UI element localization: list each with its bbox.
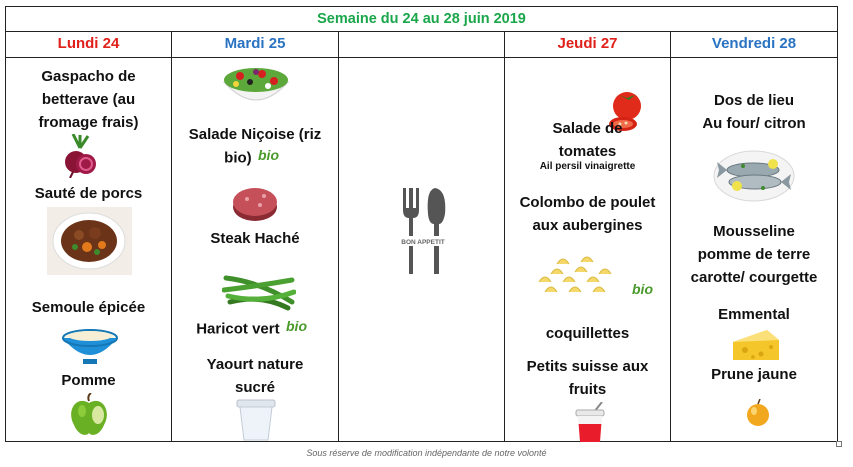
fish-plate-icon	[713, 148, 795, 202]
header-wednesday	[339, 31, 504, 58]
week-title: Semaine du 24 au 28 juin 2019	[6, 7, 837, 32]
svg-text:bio: bio	[285, 318, 307, 334]
header-thursday: Jeudi 27	[505, 31, 670, 58]
salad-bowl-icon	[220, 64, 292, 108]
bio-label-icon	[630, 280, 660, 303]
thursday-starter: Salade de tomates	[552, 120, 623, 160]
monday-cell	[6, 58, 171, 441]
thursday-side: coquillettes	[545, 325, 630, 342]
yellow-plum-icon	[745, 399, 771, 427]
friday-starter: Dos de lieu Au four/ citron	[702, 92, 806, 132]
svg-text:bio: bio	[632, 281, 653, 297]
thursday-dessert: Petits suisse aux fruits	[526, 358, 649, 398]
thursday-cell	[505, 58, 670, 441]
friday-cell	[671, 58, 837, 441]
bio-label-icon	[256, 146, 286, 171]
pork-stew-icon	[47, 207, 132, 275]
beetroot-icon	[61, 134, 99, 178]
thursday-main: Colombo de poulet aux aubergines	[519, 194, 656, 234]
monday-main: Sauté de porcs	[34, 185, 143, 202]
footer-note: Sous réserve de modification indépendante de notre volonté	[306, 448, 547, 458]
yogurt-icon	[235, 398, 277, 442]
green-beans-icon	[222, 268, 296, 314]
pasta-icon	[533, 252, 621, 300]
thursday-starter-note: Ail persil vinaigrette	[539, 161, 636, 172]
apple-icon	[68, 393, 110, 437]
tuesday-main: Steak Haché	[210, 230, 300, 247]
friday-main: Mousseline pomme de terre carotte/ courgette	[690, 223, 818, 286]
monday-side: Semoule épicée	[31, 299, 146, 316]
bio-label-icon	[284, 317, 314, 342]
fork-knife-icon	[397, 184, 449, 276]
header-monday: Lundi 24	[6, 31, 171, 58]
cheese-icon	[731, 328, 781, 364]
tuesday-side: Haricot vert bio	[172, 317, 338, 342]
table-resize-handle	[836, 441, 842, 447]
friday-cheese: Emmental	[718, 306, 790, 323]
friday-dessert: Prune jaune	[711, 366, 797, 383]
tuesday-starter: Salade Niçoise (riz bio) bio	[172, 123, 338, 171]
monday-dessert: Pomme	[61, 372, 116, 389]
steak-icon	[232, 185, 278, 223]
tuesday-dessert: Yaourt nature sucré	[206, 356, 304, 396]
wednesday-cell	[339, 58, 504, 441]
header-tuesday: Mardi 25	[172, 31, 338, 58]
semolina-bowl-icon	[59, 324, 121, 366]
tuesday-cell	[172, 58, 338, 441]
svg-text:bio: bio	[257, 147, 279, 163]
header-friday: Vendredi 28	[671, 31, 837, 58]
svg-text:BON APPETIT: BON APPETIT	[401, 239, 445, 246]
monday-starter: Gaspacho de betterave (au fromage frais)	[38, 68, 139, 131]
menu-table	[5, 6, 838, 442]
petit-suisse-icon	[574, 402, 606, 444]
